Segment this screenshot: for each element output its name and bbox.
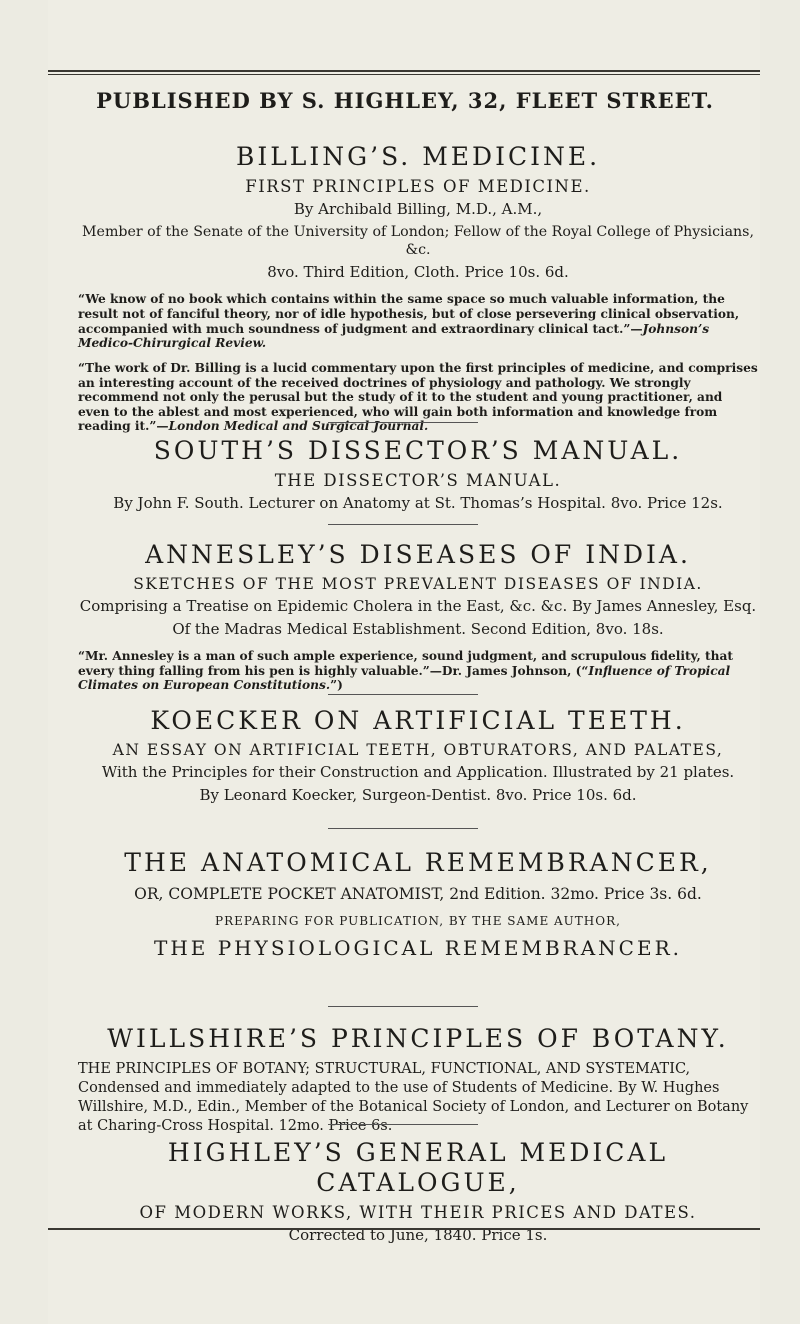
publisher-header: PUBLISHED BY S. HIGHLEY, 32, FLEET STREET.	[96, 88, 714, 113]
annesley-line-2: Of the Madras Medical Establishment. Second Edition, 8vo. 18s.	[172, 619, 664, 638]
billing-title: BILLING’S. MEDICINE.	[235, 142, 601, 171]
anatomical-title: THE ANATOMICAL REMEMBRANCER,	[124, 848, 712, 877]
anatomical-line-2: PREPARING FOR PUBLICATION, BY THE SAME AUTHOR,	[215, 914, 621, 929]
willshire-body: THE PRINCIPLES OF BOTANY; STRUCTURAL, FUNCTIONAL, AND SYSTEMATIC, Condensed and immediately adapted to the use of Students of Medicine. By W. Hughes Willshire, M.D., Edin., Member of the Botanical Society of London, and Lecturer on Botany at Charing-Cross Hospital. 12mo. Price 6s.	[78, 1061, 749, 1134]
annesley-quote-source: Influence of Tropical Climates on European Constitutions.	[78, 663, 731, 693]
bottom-rule	[48, 1228, 760, 1230]
annesley-line-1: Comprising a Treatise on Epidemic Cholera in the East, &c. &c. By James Annesley, Esq.	[79, 597, 757, 616]
billing-quote-1: “We know of no book which contains within the same space so much valuable information, the result not of fanciful theory, nor of idle hypothesis, but of close persevering clinical observation, accompanied with much soundness of judgment and extraordinary clinical tact.”—Johnson’s Medico-Chirurgical Review.	[78, 292, 740, 351]
divider	[328, 524, 478, 525]
top-rule-thin	[48, 74, 760, 75]
billing-quote-1-source: Johnson’s Medico-Chirurgical Review.	[78, 321, 710, 351]
south-section	[78, 436, 758, 514]
divider	[328, 694, 478, 695]
south-title: SOUTH’S DISSECTOR’S MANUAL.	[153, 436, 683, 465]
billing-edition: 8vo. Third Edition, Cloth. Price 10s. 6d.	[267, 262, 569, 281]
willshire-section	[78, 1024, 758, 1135]
divider	[328, 1124, 478, 1125]
divider	[328, 828, 478, 829]
anatomical-line-3: THE PHYSIOLOGICAL REMEMBRANCER.	[153, 935, 682, 960]
annesley-subtitle: SKETCHES OF THE MOST PREVALENT DISEASES OF INDIA.	[133, 575, 703, 593]
south-author: By John F. South. Lecturer on Anatomy at St. Thomas’s Hospital. 8vo. Price 12s.	[113, 494, 723, 513]
south-subtitle: THE DISSECTOR’S MANUAL.	[274, 471, 562, 490]
anatomical-section	[78, 848, 758, 960]
annesley-quote: “Mr. Annesley is a man of such ample experience, sound judgment, and scrupulous fidelity, that every thing falling from his pen is highly valuable.”—Dr. James Johnson, (“Influence of Tropical Climates on European Constitutions.”)	[78, 649, 734, 693]
billing-quote-2-source: London Medical and Surgical Journal.	[168, 419, 429, 434]
billing-member: Member of the Senate of the University of London; Fellow of the Royal College of Physicians, &c.	[82, 223, 754, 259]
catalogue-subtitle: OF MODERN WORKS, WITH THEIR PRICES AND DATES.	[139, 1203, 697, 1222]
divider	[328, 1006, 478, 1007]
billing-section	[78, 142, 758, 434]
koecker-section	[78, 706, 758, 805]
annesley-title: ANNESLEY’S DISEASES OF INDIA.	[145, 540, 691, 569]
billing-author: By Archibald Billing, M.D., A.M.,	[293, 200, 543, 219]
catalogue-line-1: Corrected to June, 1840. Price 1s.	[288, 1226, 548, 1245]
koecker-title: KOECKER ON ARTIFICIAL TEETH.	[150, 706, 686, 735]
koecker-subtitle: AN ESSAY ON ARTIFICIAL TEETH, OBTURATORS, AND PALATES,	[112, 741, 724, 759]
billing-subtitle: FIRST PRINCIPLES OF MEDICINE.	[245, 177, 591, 196]
billing-quote-2: “The work of Dr. Billing is a lucid commentary upon the first principles of medicine, and comprises an interesting account of the received doctrines of physiology and pathology. We strongly recommend not only the perusal but the study of it to the student and young practitioner, and even to the ablest and most experienced, who will gain both information and knowledge from reading it.”—London Medical and Surgical Journal.	[78, 360, 758, 434]
top-rule	[48, 70, 760, 72]
annesley-section	[78, 540, 758, 693]
catalogue-title: HIGHLEY’S GENERAL MEDICAL CATALOGUE,	[167, 1138, 669, 1197]
willshire-title: WILLSHIRE’S PRINCIPLES OF BOTANY.	[107, 1024, 729, 1053]
anatomical-line-1: OR, COMPLETE POCKET ANATOMIST, 2nd Edition. 32mo. Price 3s. 6d.	[134, 885, 702, 903]
divider	[328, 422, 478, 423]
koecker-line-1: With the Principles for their Construction and Application. Illustrated by 21 plates.	[101, 763, 735, 782]
koecker-line-2: By Leonard Koecker, Surgeon-Dentist. 8vo. Price 10s. 6d.	[199, 785, 637, 804]
